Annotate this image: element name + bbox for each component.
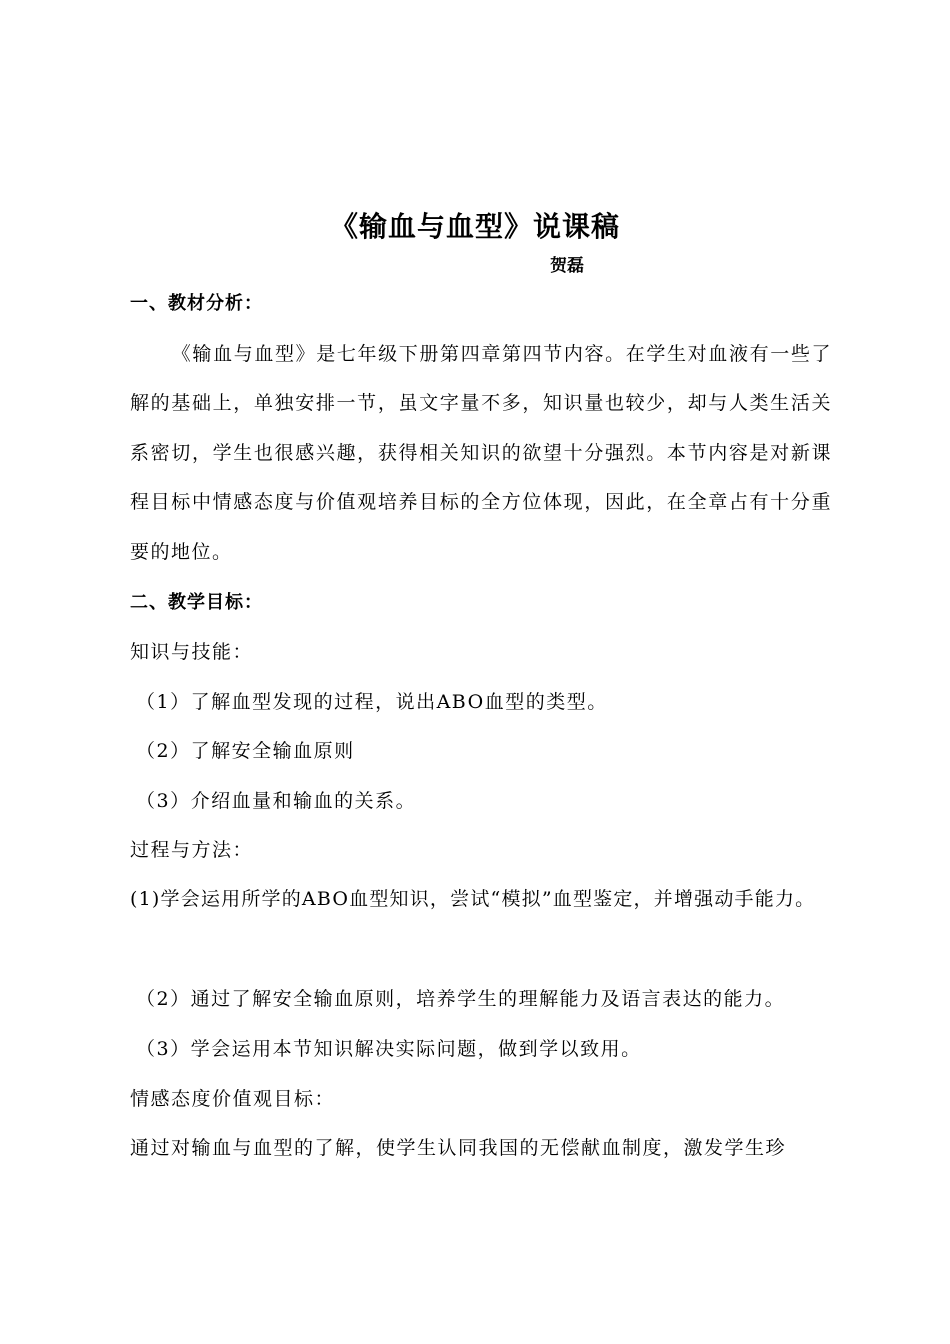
process-item: （2）通过了解安全输血原则，培养学生的理解能力及语言表达的能力。 bbox=[136, 988, 786, 1010]
section-heading-teaching-goals: 二、教学目标： bbox=[130, 592, 263, 613]
knowledge-item: （2）了解安全输血原则 bbox=[136, 740, 355, 762]
process-methods-label: 过程与方法： bbox=[130, 839, 254, 861]
emotion-values-label: 情感态度价值观目标： bbox=[130, 1088, 336, 1110]
knowledge-skills-label: 知识与技能： bbox=[130, 641, 254, 663]
process-item: （3）学会运用本节知识解决实际问题，做到学以致用。 bbox=[136, 1038, 642, 1060]
author-name: 贺磊 bbox=[550, 256, 584, 276]
knowledge-item: （3）介绍血量和输血的关系。 bbox=[136, 790, 417, 812]
knowledge-item: （1）了解血型发现的过程，说出ABO血型的类型。 bbox=[136, 691, 608, 713]
section-heading-material-analysis: 一、教材分析： bbox=[130, 293, 263, 314]
material-analysis-paragraph: 《输血与血型》是七年级下册第四章第四节内容。在学生对血液有一些了解的基础上，单独安排一节，虽文字量不多，知识量也较少，却与人类生活关系密切，学生也很感兴趣，获得相关知识的欲望十分强烈。本节内容是对新课程目标中情感态度与价值观培养目标的全方位体现，因此，在全章占有十分重要的地位。 bbox=[130, 343, 832, 563]
document-title: 《输血与血型》说课稿 bbox=[329, 210, 620, 243]
emotion-values-text: 通过对输血与血型的了解，使学生认同我国的无偿献血制度，激发学生珍 bbox=[130, 1137, 787, 1159]
process-item: (1)学会运用所学的ABO血型知识，尝试“模拟”血型鉴定，并增强动手能力。 bbox=[130, 888, 816, 910]
